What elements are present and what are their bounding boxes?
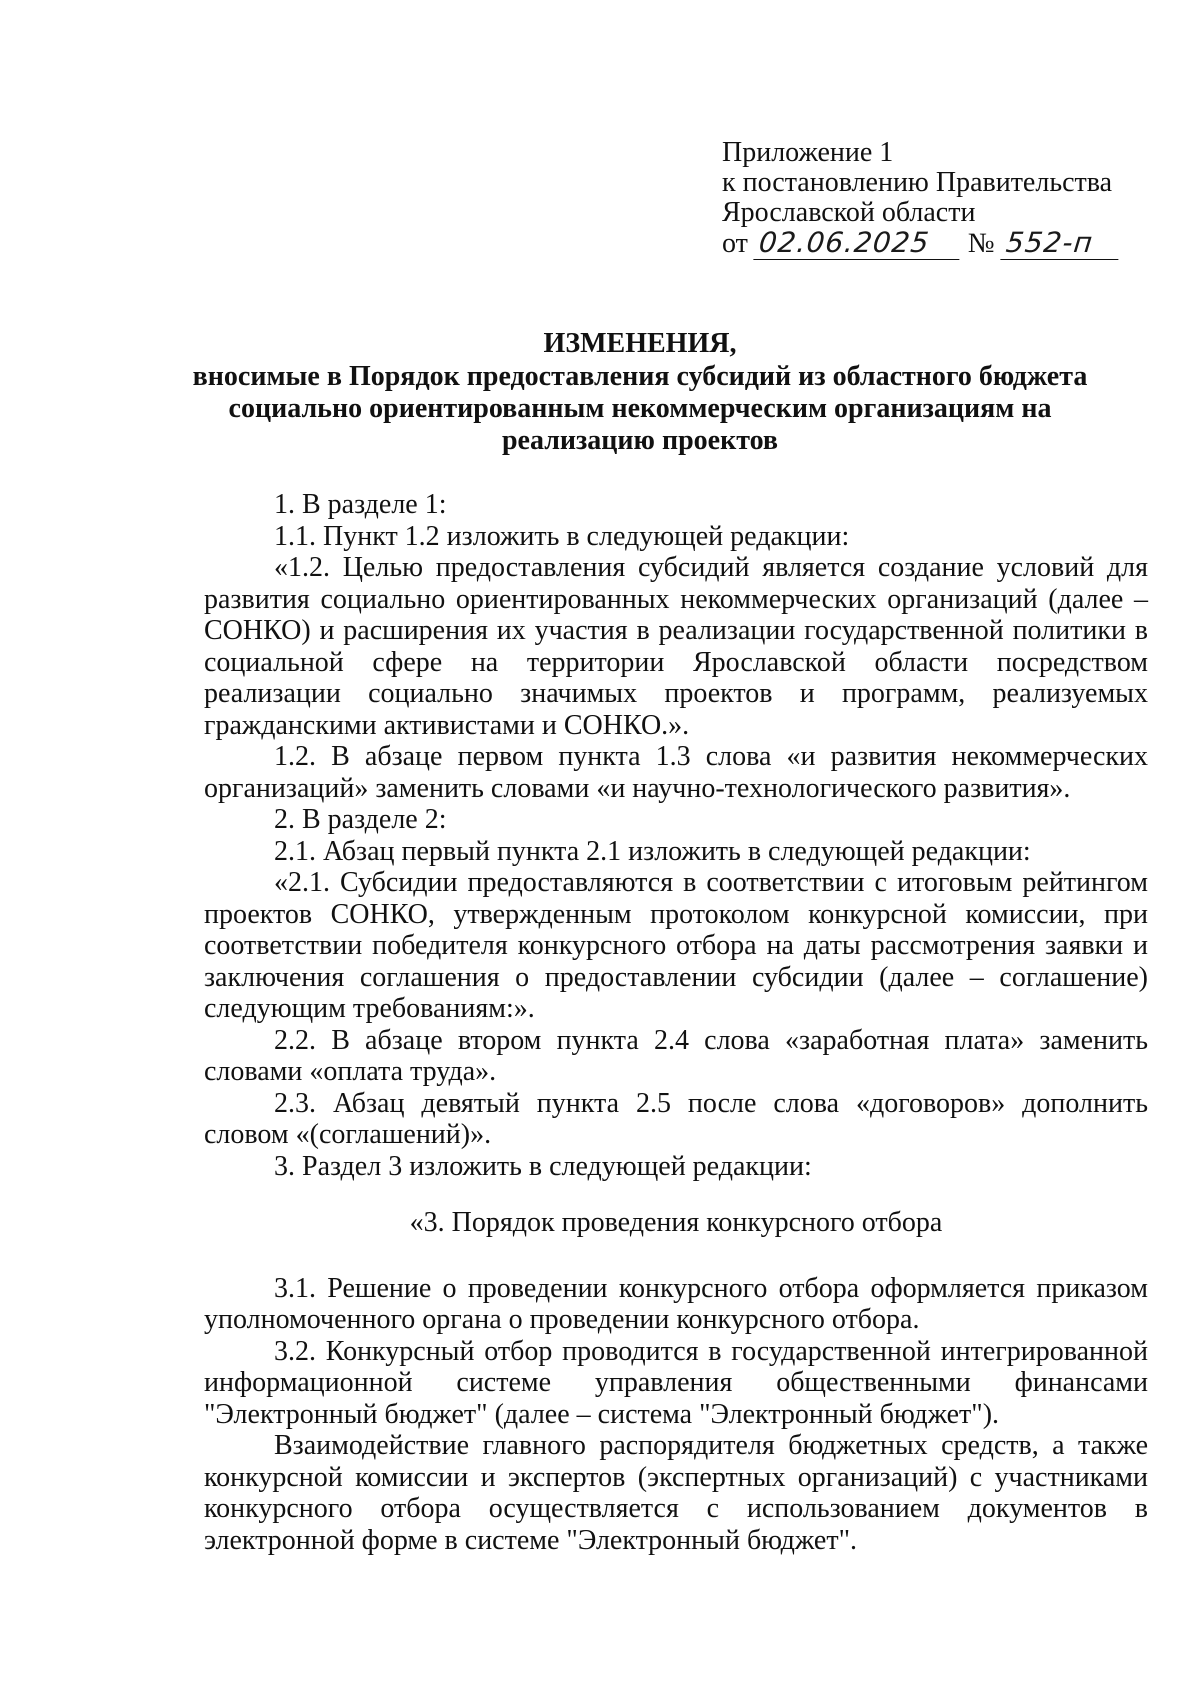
paragraph: 2.1. Абзац первый пункта 2.1 изложить в следующей редакции:: [274, 835, 1031, 867]
document-subtitle: вносимые в Порядок предоставления субсидий из областного бюджета социально ориентированным некоммерческим организациям на реализацию проектов: [192, 361, 1088, 456]
document-title: ИЗМЕНЕНИЯ,: [543, 328, 737, 359]
paragraph: «1.2. Целью предоставления субсидий является создание условий для развития социально ориентированных некоммерческих организаций (далее – СОНКО) и расширения их участия в реализации государственной политики в социальной сфере на территории Ярославской области посредством реализации социально значимых проектов и программ, реализуемых гражданскими активистами и СОНКО.».: [204, 552, 1148, 741]
paragraph: 2.3. Абзац девятый пункта 2.5 после слова «договоров» дополнить словом «(соглашений)».: [204, 1087, 1148, 1150]
appendix-line-3: Ярославской области: [722, 197, 976, 228]
section-heading: «3. Порядок проведения конкурсного отбора: [409, 1207, 943, 1238]
number-prefix: №: [967, 228, 995, 259]
paragraph: 1.2. В абзаце первом пункта 1.3 слова «и развития некоммерческих организаций» заменить словами «и научно-технологического развития».: [204, 741, 1148, 804]
paragraph: 1. В разделе 1:: [274, 489, 447, 520]
handwritten-date: 02.06.2025: [753, 228, 962, 260]
document-heading: [190, 328, 1090, 457]
paragraph: 1.1. Пункт 1.2 изложить в следующей редакции:: [274, 520, 850, 552]
paragraph: «2.1. Субсидии предоставляются в соответствии с итоговым рейтингом проектов СОНКО, утвержденным протоколом конкурсной комиссии, при соответствии победителя конкурсного отбора на даты рассмотрения заявки и заключения соглашения о предоставлении субсидии (далее – соглашение) следующим требованиям:».: [204, 867, 1148, 1024]
appendix-block: [722, 138, 1120, 260]
handwritten-number: 552-п: [1000, 228, 1121, 260]
paragraph: 3. Раздел 3 изложить в следующей редакции:: [274, 1150, 812, 1182]
paragraph: 2. В разделе 2:: [274, 804, 447, 835]
paragraph: 2.2. В абзаце втором пункта 2.4 слова «заработная плата» заменить словами «оплата труда».: [204, 1024, 1148, 1087]
appendix-line-2: к постановлению Правительства: [722, 167, 1113, 198]
paragraph: 3.2. Конкурсный отбор проводится в государственной интегрированной информационной системе управления общественными финансами "Электронный бюджет" (далее – система "Электронный бюджет").: [204, 1335, 1148, 1430]
document-body: [204, 489, 1148, 1556]
date-prefix: от: [722, 228, 748, 259]
paragraph: 3.1. Решение о проведении конкурсного отбора оформляется приказом уполномоченного органа о проведении конкурсного отбора.: [204, 1272, 1148, 1335]
appendix-date-line: [722, 228, 1120, 260]
appendix-line-1: Приложение 1: [722, 137, 894, 168]
paragraph: Взаимодействие главного распорядителя бюджетных средств, а также конкурсной комиссии и экспертов (экспертных организаций) с участниками конкурсного отбора осуществляется с использованием документов в электронной форме в системе "Электронный бюджет".: [204, 1430, 1148, 1556]
